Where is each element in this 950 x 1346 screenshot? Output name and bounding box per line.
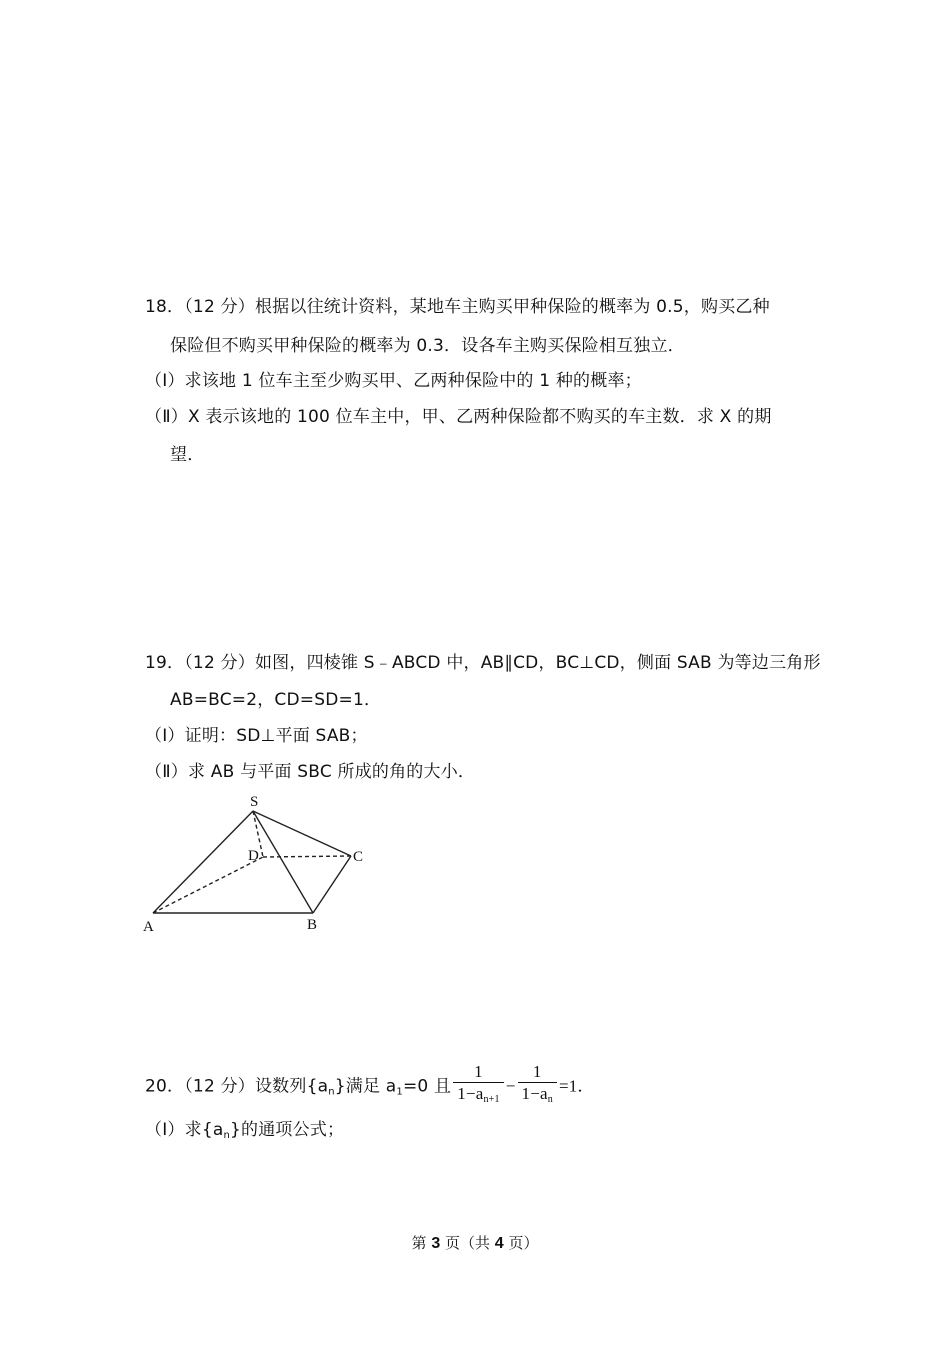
edge-ad <box>153 857 263 913</box>
q18-part2: （Ⅱ）X 表示该地的 100 位车主中，甲、乙两种保险都不购买的车主数．求 X 的期 <box>145 407 772 427</box>
fraction-2-denominator <box>518 1083 557 1111</box>
q20-line1 <box>145 1062 595 1110</box>
footer-suffix: 页） <box>503 1234 539 1252</box>
q20-mid2: =0 且 <box>402 1076 452 1097</box>
vertex-label-s: S <box>250 794 259 810</box>
q18-line1: 18．（12 分）根据以往统计资料，某地车主购买甲种保险的概率为 0.5，购买乙种 <box>145 297 770 317</box>
q20-sub-n: n <box>328 1086 335 1098</box>
footer-prefix: 第 <box>411 1234 432 1252</box>
fraction-1-numerator: 1 <box>453 1062 503 1083</box>
q20-part1-sub: n <box>223 1130 230 1141</box>
q19-part2: （Ⅱ）求 AB 与平面 SBC 所成的角的大小． <box>145 762 476 782</box>
vertex-label-c: C <box>353 849 364 865</box>
edge-dc <box>263 856 351 857</box>
fraction-1-den-sub: n+1 <box>483 1094 500 1105</box>
fraction-2-numerator: 1 <box>518 1062 557 1083</box>
q18-part2-cont: 望． <box>170 445 205 465</box>
edge-sc <box>253 811 351 856</box>
q18-line2: 保险但不购买甲种保险的概率为 0.3．设各车主购买保险相互独立． <box>170 336 685 356</box>
q20-minus: − <box>505 1076 516 1096</box>
fraction-1-den-text: 1−a <box>457 1084 484 1103</box>
fraction-2-den-sub: n <box>547 1094 553 1105</box>
fraction-2 <box>518 1062 557 1111</box>
page-footer <box>0 1232 950 1253</box>
edge-bc <box>313 856 351 913</box>
q20-part1 <box>145 1119 344 1147</box>
q20-prefix: 20．（12 分）设数列{a <box>145 1076 329 1097</box>
q20-suffix: =1． <box>558 1076 595 1096</box>
vertex-label-a: A <box>143 919 154 935</box>
edge-sb <box>253 811 313 913</box>
vertex-label-b: B <box>307 917 318 933</box>
q20-part1-text-b: }的通项公式； <box>230 1120 345 1140</box>
footer-middle: 页（共 <box>440 1234 495 1252</box>
q20-sub-1: 1 <box>396 1086 403 1098</box>
footer-page-number: 3 <box>431 1235 441 1252</box>
q19-line2: AB=BC=2，CD=SD=1． <box>170 690 382 710</box>
fraction-2-den-text: 1−a <box>521 1084 548 1103</box>
q20-part1-text-a: （Ⅰ）求{a <box>145 1120 224 1140</box>
fraction-1-denominator <box>453 1083 503 1111</box>
vertex-label-d: D <box>248 848 259 864</box>
q20-mid1: }满足 a <box>334 1076 397 1097</box>
q19-part1: （Ⅰ）证明：SD⊥平面 SAB； <box>145 726 368 746</box>
edge-sa <box>153 811 253 913</box>
footer-total-pages: 4 <box>494 1235 504 1252</box>
fraction-1 <box>453 1062 503 1111</box>
q18-part1: （Ⅰ）求该地 1 位车主至少购买甲、乙两种保险中的 1 种的概率； <box>145 371 642 391</box>
pyramid-figure <box>135 790 375 940</box>
q19-line1: 19．（12 分）如图，四棱锥 S﹣ABCD 中，AB∥CD，BC⊥CD，侧面 SAB 为等边三角形 <box>145 653 821 673</box>
